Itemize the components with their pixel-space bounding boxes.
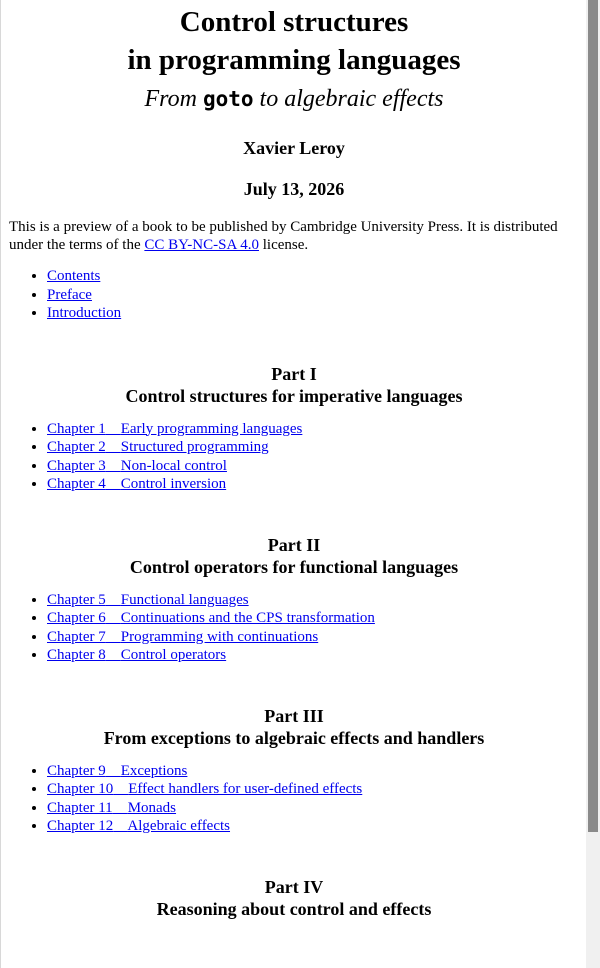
chapter-title: Structured programming bbox=[120, 439, 269, 455]
author: Xavier Leroy bbox=[243, 138, 345, 158]
list-item bbox=[47, 762, 579, 781]
chapter-link[interactable] bbox=[47, 629, 318, 645]
intro-text-before: This is a preview of a book to be published by Cambridge University Press. It is distributed under the terms of the bbox=[9, 219, 558, 253]
link-preface[interactable]: Preface bbox=[47, 286, 92, 303]
chapter-list-part-1 bbox=[9, 420, 579, 494]
list-item bbox=[47, 817, 579, 836]
list-item bbox=[47, 646, 579, 665]
list-item bbox=[47, 780, 579, 799]
chapter-link[interactable] bbox=[47, 610, 375, 626]
list-item bbox=[47, 475, 579, 494]
chapter-link[interactable] bbox=[47, 647, 226, 663]
chapter-title: Control inversion bbox=[120, 476, 227, 492]
subtitle-suffix: to algebraic effects bbox=[253, 86, 444, 112]
chapter-link[interactable] bbox=[47, 763, 187, 779]
list-item bbox=[47, 628, 579, 647]
chapter-number: Chapter 7 bbox=[47, 628, 106, 645]
front-matter-list bbox=[9, 267, 579, 323]
chapter-link[interactable] bbox=[47, 781, 362, 797]
chapter-title: Monads bbox=[127, 799, 177, 816]
chapter-number: Chapter 11 bbox=[47, 799, 113, 816]
chapter-title: Exceptions bbox=[120, 762, 188, 779]
chapter-link[interactable] bbox=[47, 421, 302, 437]
chapter-link[interactable] bbox=[47, 458, 227, 474]
part-label: Part IV bbox=[264, 876, 324, 897]
book-title-line-1: Control structures bbox=[179, 6, 409, 38]
part-heading-1 bbox=[9, 363, 579, 407]
part-label: Part III bbox=[264, 705, 324, 726]
vertical-scrollbar[interactable] bbox=[586, 0, 600, 968]
chapter-title: Non-local control bbox=[120, 457, 227, 474]
chapter-list-part-2 bbox=[9, 591, 579, 665]
chapter-link[interactable] bbox=[47, 439, 269, 455]
chapter-number: Chapter 12 bbox=[47, 818, 114, 834]
chapter-number: Chapter 1 bbox=[47, 420, 106, 437]
link-introduction[interactable]: Introduction bbox=[47, 305, 122, 321]
chapter-title: Continuations and the CPS transformation bbox=[120, 610, 375, 626]
part-heading-4 bbox=[9, 876, 579, 920]
chapter-number: Chapter 9 bbox=[47, 762, 106, 779]
chapter-number: Chapter 8 bbox=[47, 647, 106, 663]
list-item bbox=[47, 799, 579, 818]
list-item bbox=[47, 267, 579, 286]
chapter-number: Chapter 5 bbox=[47, 591, 106, 608]
part-title: Control structures for imperative languages bbox=[125, 385, 463, 406]
list-item bbox=[47, 591, 579, 610]
part-title: From exceptions to algebraic effects and handlers bbox=[103, 727, 485, 748]
title-block bbox=[9, 0, 579, 200]
chapter-number: Chapter 6 bbox=[47, 610, 106, 626]
list-item bbox=[47, 304, 579, 323]
chapter-title: Control operators bbox=[120, 647, 227, 663]
part-heading-3 bbox=[9, 705, 579, 749]
link-contents[interactable]: Contents bbox=[47, 268, 101, 284]
subtitle-code-goto: goto bbox=[202, 87, 254, 111]
chapter-link[interactable] bbox=[47, 818, 230, 834]
part-title: Control operators for functional languages bbox=[129, 556, 459, 577]
list-item bbox=[47, 438, 579, 457]
chapter-title: Programming with continuations bbox=[120, 628, 319, 645]
list-item bbox=[47, 286, 579, 305]
book-title-line-2: in programming languages bbox=[127, 44, 461, 76]
chapter-link[interactable] bbox=[47, 592, 249, 608]
part-heading-2 bbox=[9, 534, 579, 578]
intro-text-after: license. bbox=[258, 237, 309, 253]
chapter-title: Early programming languages bbox=[120, 420, 303, 437]
subtitle-prefix: From bbox=[144, 86, 203, 112]
chapter-number: Chapter 10 bbox=[47, 781, 114, 797]
document-body bbox=[9, 0, 579, 920]
chapter-link[interactable] bbox=[47, 800, 176, 816]
part-label: Part II bbox=[267, 534, 321, 555]
chapter-link[interactable] bbox=[47, 476, 226, 492]
license-link[interactable]: CC BY-NC-SA 4.0 bbox=[144, 237, 259, 253]
part-label: Part I bbox=[271, 363, 317, 384]
intro-paragraph bbox=[9, 218, 579, 254]
list-item bbox=[47, 609, 579, 628]
chapter-title: Effect handlers for user-defined effects bbox=[128, 781, 363, 797]
book-subtitle bbox=[9, 82, 579, 116]
chapter-number: Chapter 3 bbox=[47, 457, 106, 474]
list-item bbox=[47, 420, 579, 439]
chapter-list-part-3 bbox=[9, 762, 579, 836]
chapter-title: Functional languages bbox=[120, 591, 249, 608]
list-item bbox=[47, 457, 579, 476]
scrollbar-thumb[interactable] bbox=[588, 0, 598, 832]
part-title: Reasoning about control and effects bbox=[156, 898, 432, 919]
page-left-border bbox=[0, 0, 1, 968]
chapter-number: Chapter 4 bbox=[47, 476, 106, 492]
chapter-number: Chapter 2 bbox=[47, 439, 106, 455]
publication-date: July 13, 2026 bbox=[243, 179, 345, 199]
chapter-title: Algebraic effects bbox=[127, 818, 231, 834]
